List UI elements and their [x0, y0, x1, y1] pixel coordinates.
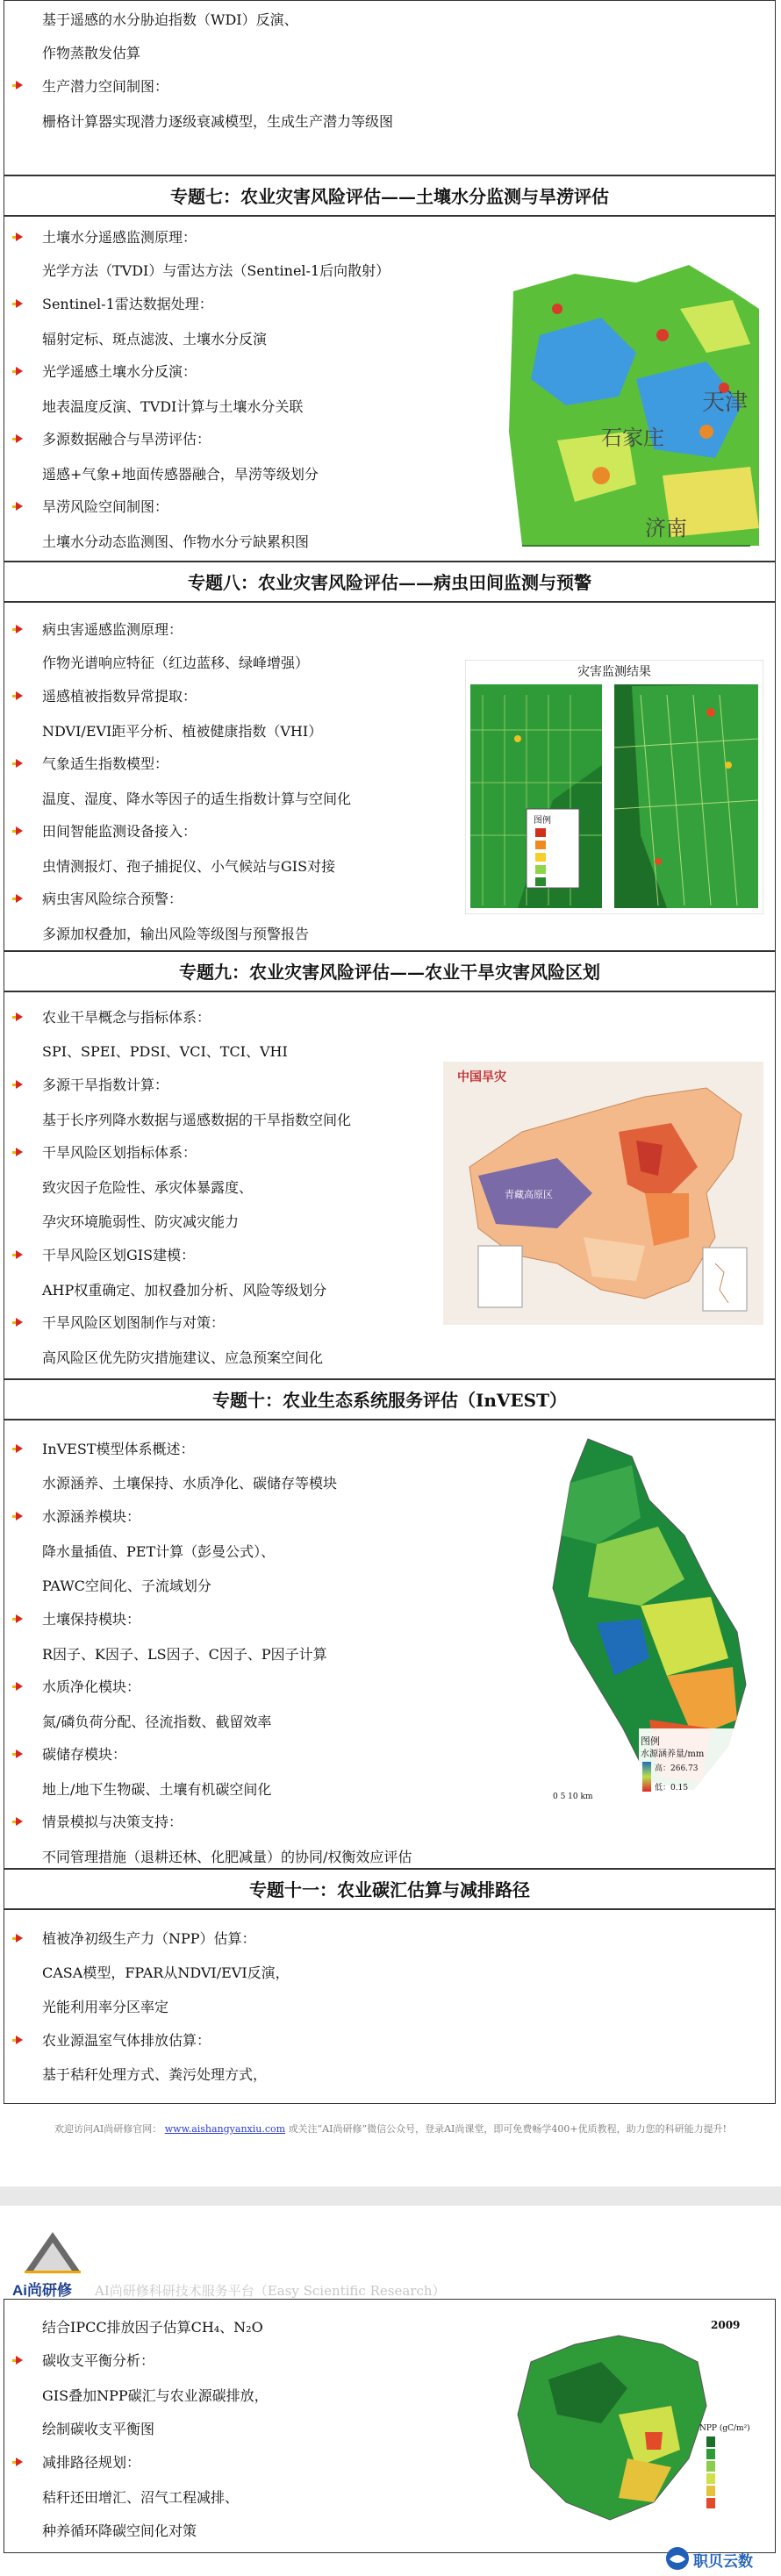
map-region-label: 青藏高原区	[505, 1189, 553, 1200]
bullet-icon	[16, 81, 23, 89]
item-desc: R因子、K因子、LS因子、C因子、P因子计算	[42, 1646, 327, 1663]
item-desc: PAWC空间化、子流域划分	[42, 1578, 211, 1594]
item-desc: 光学方法（TVDI）与雷达方法（Sentinel-1后向散射）	[42, 262, 390, 279]
bullet-icon	[16, 759, 23, 768]
item-title: Sentinel-1雷达数据处理：	[42, 296, 213, 312]
bullet-icon	[16, 691, 23, 700]
item-title: 土壤水分遥感监测原理：	[42, 229, 197, 246]
item-desc: 地上/地下生物碳、土壤有机碳空间化	[42, 1781, 272, 1798]
item-title: 植被净初级生产力（NPP）估算：	[42, 1930, 256, 1947]
item-title: 干旱风险区划图制作与对策：	[42, 1314, 226, 1331]
item-desc: GIS叠加NPP碳汇与农业源碳排放，	[42, 2387, 269, 2404]
item-desc: 土壤水分动态监测图、作物水分亏缺累积图	[42, 533, 310, 550]
item-desc: 栅格计算器实现潜力逐级衰减模型，生成生产潜力等级图	[42, 113, 394, 130]
item-title: 多源干旱指数计算：	[42, 1077, 169, 1093]
soil-moisture-map	[505, 256, 768, 555]
item-title: 农业源温室气体排放估算：	[42, 2032, 211, 2049]
npp-year: 2009	[711, 2319, 741, 2331]
section-9-heading: 专题九：农业灾害风险评估——农业干旱灾害风险区划	[4, 951, 776, 991]
text-line: 基于遥感的水分胁迫指数（WDI）反演、	[42, 11, 298, 28]
bullet-icon	[16, 1148, 23, 1156]
item-desc: 致灾因子危险性、承灾体暴露度、	[42, 1179, 254, 1196]
watermark-logo-icon	[664, 2545, 691, 2572]
item-title: 多源数据融合与旱涝评估：	[42, 431, 211, 447]
bullet-icon	[16, 1682, 23, 1691]
bullet-icon	[16, 894, 23, 903]
footer-website-link[interactable]: www.aishangyanxiu.com	[164, 2123, 286, 2135]
pest-monitoring-figure	[465, 660, 763, 914]
logo-name: Ai尚研修	[12, 2282, 72, 2299]
item-desc: 绘制碳收支平衡图	[42, 2421, 155, 2437]
item-desc: 作物光谱响应特征（红边蓝移、绿峰增强）	[42, 655, 310, 671]
item-desc: 氮/磷负荷分配、径流指数、截留效率	[42, 1714, 272, 1730]
item-title: InVEST模型体系概述：	[42, 1441, 195, 1457]
item-title: 碳收支平衡分析：	[42, 2352, 155, 2369]
bullet-icon	[16, 2458, 23, 2466]
figure-title: 灾害监测结果	[577, 665, 651, 679]
map-label: 济南	[645, 517, 687, 540]
bullet-icon	[16, 502, 23, 511]
bullet-icon	[16, 625, 23, 633]
bullet-icon	[16, 1444, 23, 1453]
item-title: 干旱风险区划指标体系：	[42, 1144, 197, 1161]
bullet-icon	[16, 2356, 23, 2365]
bullet-icon	[16, 1080, 23, 1089]
map-title: 中国旱灾	[457, 1070, 506, 1084]
item-desc: CASA模型，FPAR从NDVI/EVI反演，	[42, 1964, 290, 1981]
bullet-icon	[16, 1250, 23, 1259]
item-desc: AHP权重确定、加权叠加分析、风险等级划分	[42, 1282, 327, 1299]
water-yield-map	[518, 1430, 763, 1807]
site-footer	[0, 2122, 781, 2136]
footer-prefix: 欢迎访问AI尚研修官网：	[54, 2123, 162, 2135]
bullet-icon	[16, 233, 23, 241]
map-label: 石家庄	[601, 426, 664, 450]
text-line: 结合IPCC排放因子估算CH₄、N₂O	[42, 2319, 263, 2336]
item-desc: 光能利用率分区率定	[42, 1999, 169, 2015]
item-title: 旱涝风险空间制图：	[42, 498, 169, 515]
header-platform-text: AI尚研修科研技术服务平台（Easy Scientific Research）	[95, 2283, 446, 2299]
scale-label: 0 5 10 km	[553, 1792, 593, 1801]
item-title: 病虫害风险综合预警：	[42, 891, 183, 907]
item-title: 农业干旱概念与指标体系：	[42, 1009, 211, 1026]
legend-high: 高：266.73	[655, 1764, 699, 1773]
drought-map	[443, 1062, 763, 1325]
item-title: 减排路径规划：	[42, 2454, 141, 2471]
item-title: 气象适生指数模型：	[42, 755, 169, 772]
item-title: 田间智能监测设备接入：	[42, 823, 197, 840]
bullet-icon	[16, 2036, 23, 2044]
item-desc: 基于长序列降水数据与遥感数据的干旱指数空间化	[42, 1112, 352, 1128]
item-desc: 降水量插值、PET计算（彭曼公式）、	[42, 1543, 276, 1560]
item-desc: SPI、SPEI、PDSI、VCI、TCI、VHI	[42, 1043, 288, 1060]
item-desc: 孕灾环境脆弱性、防灾减灾能力	[42, 1213, 240, 1230]
item-desc: 秸秆还田增汇、沼气工程减排、	[42, 2489, 240, 2506]
item-title: 情景模拟与决策支持：	[42, 1814, 183, 1830]
item-title: 光学遥感土壤水分反演：	[42, 363, 197, 380]
item-desc: NDVI/EVI距平分析、植被健康指数（VHI）	[42, 723, 323, 740]
bullet-icon	[16, 826, 23, 835]
section-7-heading: 专题七：农业灾害风险评估——土壤水分监测与旱涝评估	[4, 175, 776, 216]
item-title: 水源涵养模块：	[42, 1508, 141, 1525]
item-desc: 多源加权叠加，输出风险等级图与预警报告	[42, 926, 310, 942]
item-desc: 地表温度反演、TVDI计算与土壤水分关联	[42, 398, 304, 415]
item-desc: 温度、湿度、降水等因子的适生指数计算与空间化	[42, 791, 352, 807]
item-desc: 基于秸秆处理方式、粪污处理方式，	[42, 2066, 268, 2083]
section-8-heading: 专题八：农业灾害风险评估——病虫田间监测与预警	[4, 562, 776, 602]
text-line: 作物蒸散发估算	[42, 45, 141, 61]
item-desc: 辐射定标、斑点滤波、土壤水分反演	[42, 331, 268, 347]
item-title: 遥感植被指数异常提取：	[42, 688, 197, 705]
section-11-heading: 专题十一：农业碳汇估算与减排路径	[4, 1869, 776, 1909]
item-title: 生产潜力空间制图：	[42, 78, 169, 95]
legend-label: 图例	[534, 816, 551, 826]
bullet-icon	[16, 299, 23, 308]
item-title: 土壤保持模块：	[42, 1611, 141, 1628]
item-title: 水质净化模块：	[42, 1678, 141, 1695]
item-desc: 虫情测报灯、孢子捕捉仪、小气候站与GIS对接	[42, 858, 336, 875]
legend-title: 图例	[641, 1735, 660, 1747]
legend-low: 低：0.15	[655, 1784, 689, 1792]
item-desc: 高风险区优先防灾措施建议、应急预案空间化	[42, 1349, 324, 1366]
npp-map	[496, 2309, 763, 2546]
section-10-heading: 专题十：农业生态系统服务评估（InVEST）	[4, 1379, 776, 1420]
bullet-icon	[16, 434, 23, 443]
item-desc: 种养循环降碳空间化对策	[42, 2522, 197, 2539]
item-desc: 水源涵养、土壤保持、水质净化、碳储存等模块	[42, 1475, 338, 1492]
footer-suffix: 或关注“AI尚研修”微信公众号，登录AI尚课堂，即可免费畅学400+优质教程，助力您的科研能力提升!	[288, 2123, 727, 2135]
watermark-text: 职贝云数	[693, 2553, 753, 2570]
bullet-icon	[16, 1013, 23, 1021]
npp-legend-title: NPP (gC/m²)	[699, 2424, 750, 2433]
bullet-icon	[16, 1750, 23, 1758]
bullet-icon	[16, 1614, 23, 1623]
bullet-icon	[16, 1512, 23, 1521]
bullet-icon	[16, 367, 23, 376]
item-title: 干旱风险区划GIS建模：	[42, 1247, 196, 1263]
bullet-icon	[16, 1318, 23, 1327]
page-break-band	[0, 2186, 781, 2206]
item-desc: 遥感+气象+地面传感器融合，旱涝等级划分	[42, 466, 319, 483]
map-label: 天津	[702, 389, 749, 415]
bullet-icon	[16, 1934, 23, 1943]
item-desc: 不同管理措施（退耕还林、化肥减量）的协同/权衡效应评估	[42, 1849, 412, 1865]
item-title: 病虫害遥感监测原理：	[42, 621, 183, 638]
bullet-icon	[16, 1817, 23, 1826]
item-title: 碳储存模块：	[42, 1746, 127, 1763]
legend-sub: 水源涵养量/mm	[641, 1750, 705, 1759]
